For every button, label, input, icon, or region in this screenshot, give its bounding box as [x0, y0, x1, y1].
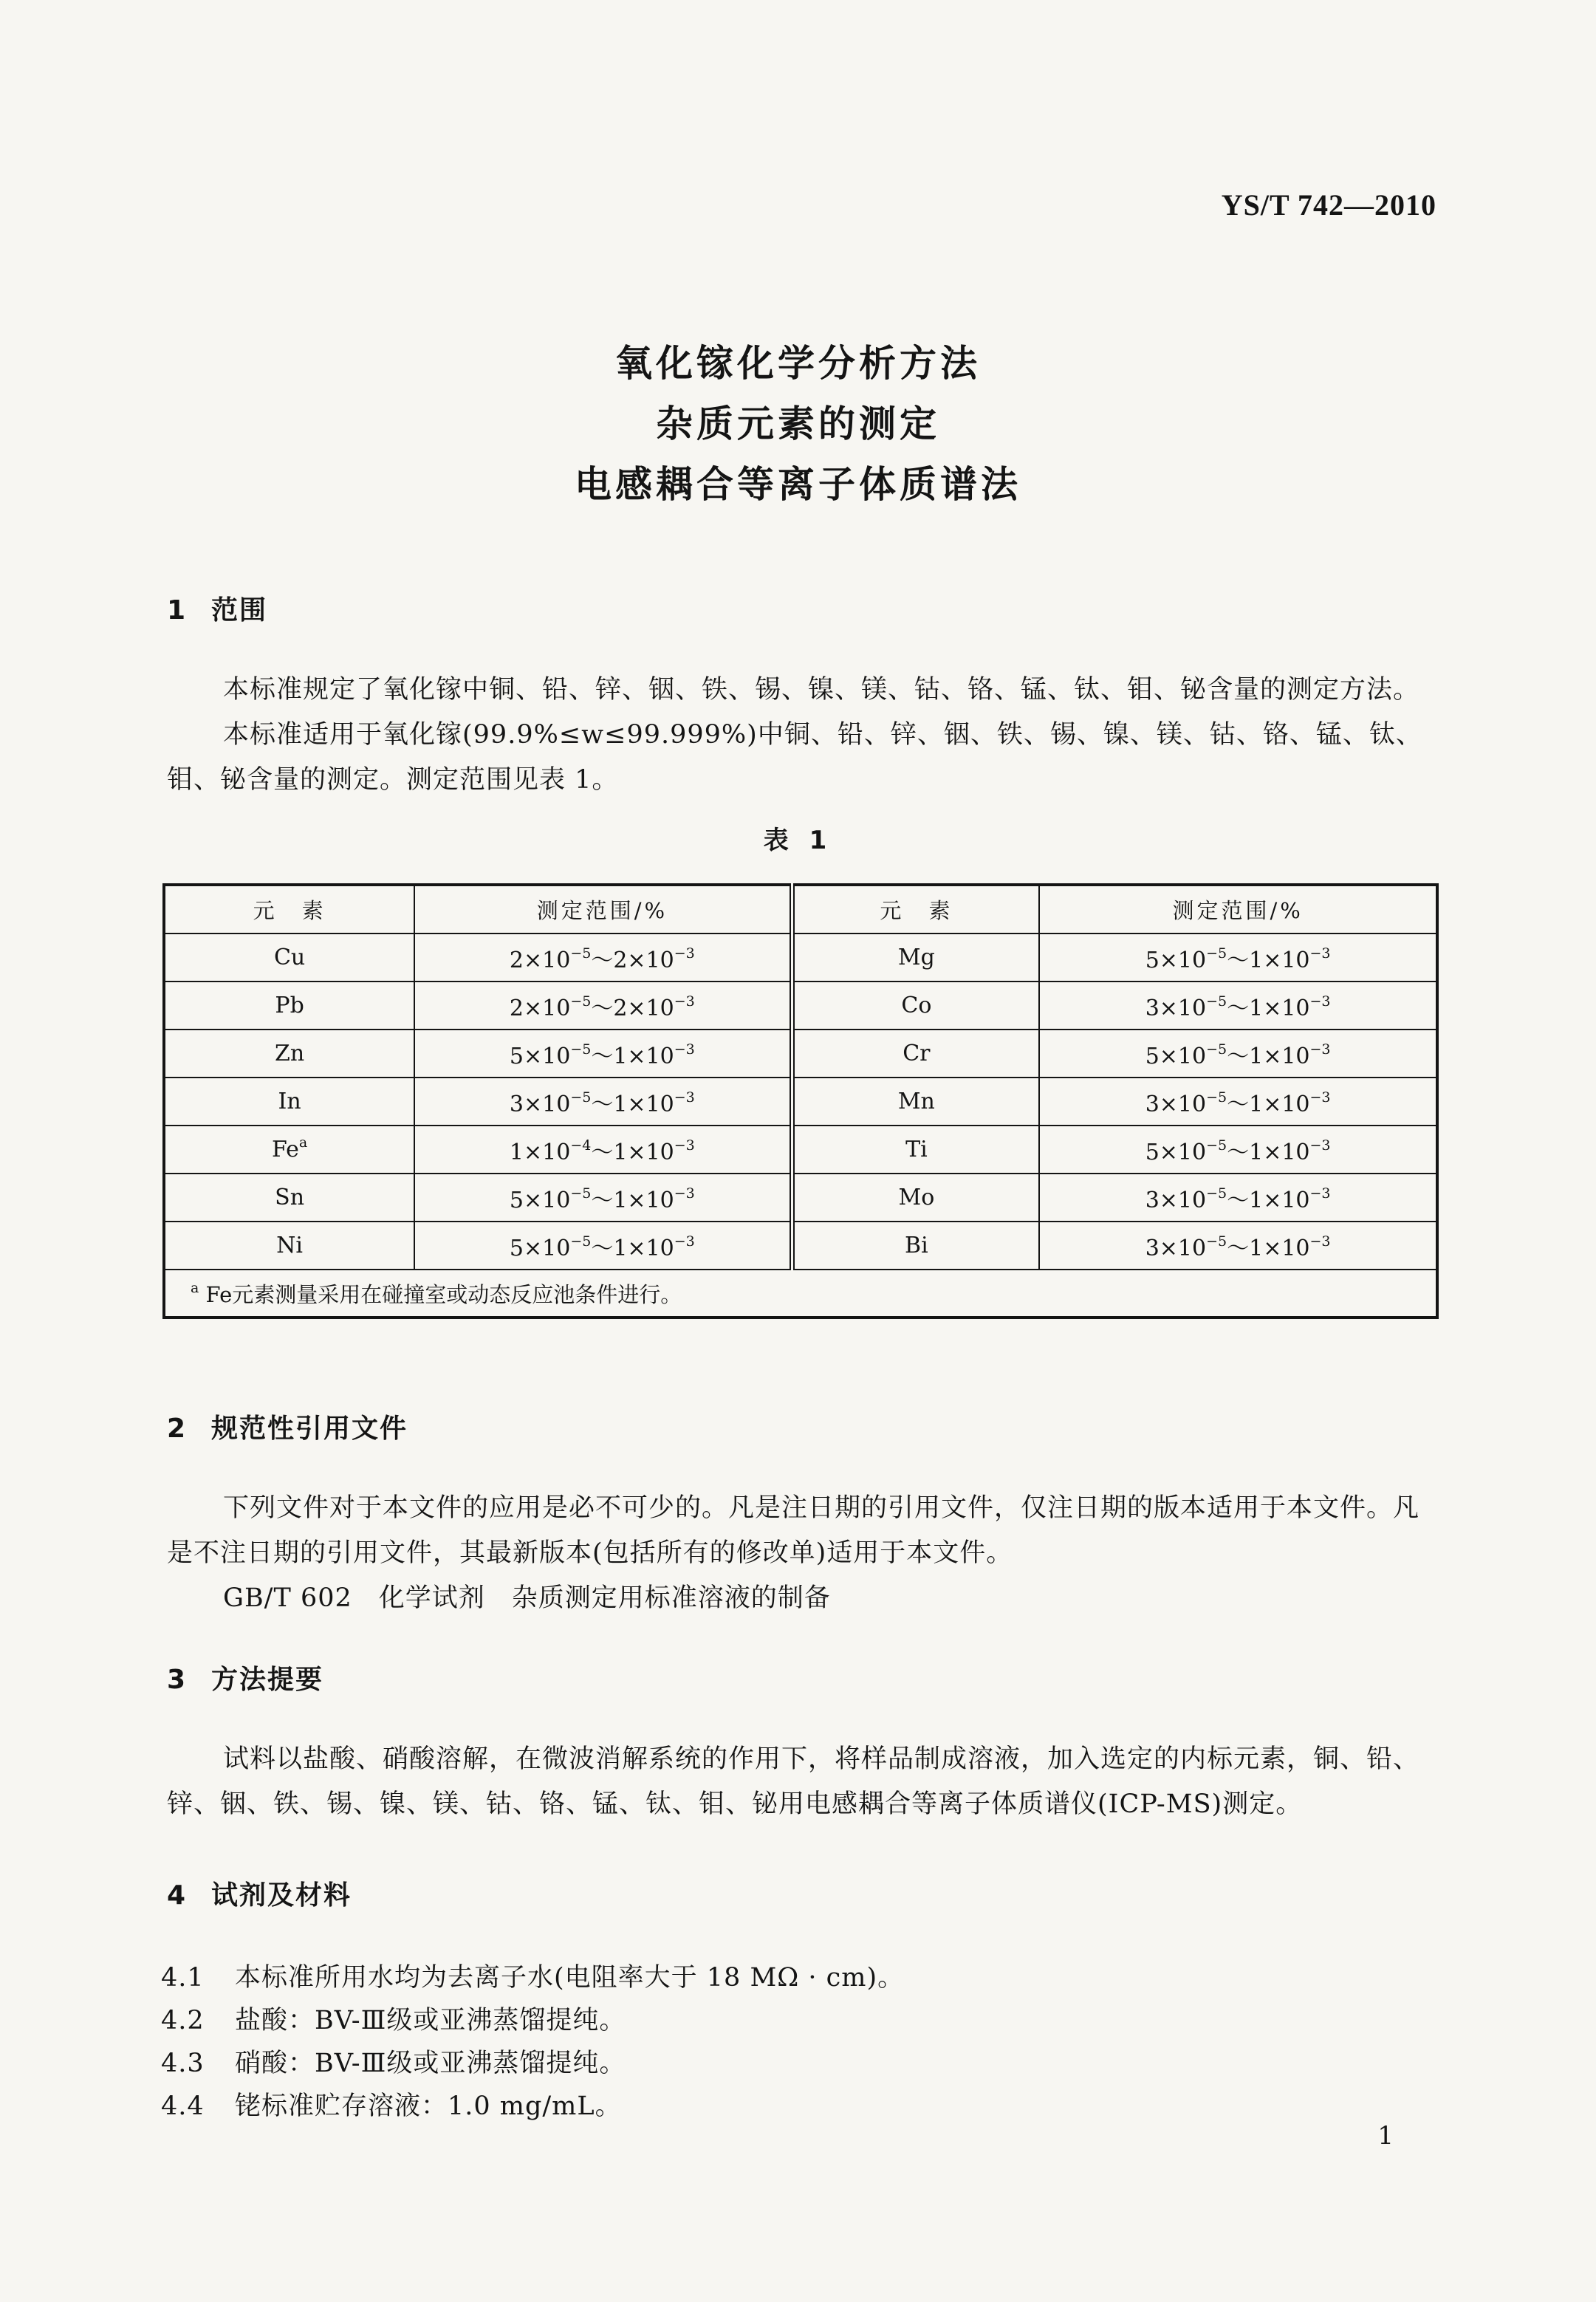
list-item: 4.2 盐酸：BV-Ⅲ级或亚沸蒸馏提纯。 [161, 2006, 626, 2035]
element-cell: Ti [792, 1126, 1039, 1174]
list-item: 4.1 本标准所用水均为去离子水(电阻率大于 18 MΩ · cm)。 [161, 1963, 905, 1993]
footnote-mark: a [191, 1279, 199, 1296]
range-cell: $3\times 10^{-5}\sim 1\times 10^{-3}$ [414, 1078, 792, 1126]
section-1-heading [167, 589, 267, 627]
section-3-paragraph: 试料以盐酸、硝酸溶解，在微波消解系统的作用下，将样品制成溶液，加入选定的内标元素，铜、铅、锌、铟、铁、锡、镍、镁、钴、铬、锰、钛、钼、铋用电感耦合等离子体质谱仪(ICP-MS)测定。 [167, 1744, 1420, 1819]
section-title: 规范性引用文件 [211, 1414, 408, 1444]
element-cell: Fe$^a$ [164, 1126, 414, 1174]
range-cell: $5\times 10^{-5}\sim 1\times 10^{-3}$ [1039, 934, 1437, 982]
range-cell: $5\times 10^{-5}\sim 1\times 10^{-3}$ [1039, 1126, 1437, 1174]
table-caption: 表 1 [763, 826, 833, 855]
measurement-range-table [162, 883, 1439, 1319]
range-cell: $3\times 10^{-5}\sim 1\times 10^{-3}$ [1039, 1078, 1437, 1126]
normative-reference: GB/T 602 化学试剂 杂质测定用标准溶液的制备 [223, 1583, 831, 1613]
document-code: YS/T 742—2010 [1221, 188, 1436, 222]
table-row [164, 1174, 1437, 1222]
table-header-row [164, 885, 1437, 934]
section-2-paragraph: 下列文件对于本文件的应用是必不可少的。凡是注日期的引用文件，仅注日期的版本适用于本文件。凡是不注日期的引用文件，其最新版本(包括所有的修改单)适用于本文件。 [167, 1493, 1420, 1568]
title-line-1: 氧化镓化学分析方法 [615, 342, 981, 385]
range-cell: $5\times 10^{-5}\sim 1\times 10^{-3}$ [414, 1030, 792, 1078]
section-number: 2 [167, 1414, 188, 1444]
range-cell: $1\times 10^{-4}\sim 1\times 10^{-3}$ [414, 1126, 792, 1174]
header-element: 元 素 [792, 885, 1039, 934]
section-2-heading [167, 1408, 408, 1445]
range-cell: $3\times 10^{-5}\sim 1\times 10^{-3}$ [1039, 982, 1437, 1030]
table-row [164, 982, 1437, 1030]
element-cell: Mo [792, 1174, 1039, 1222]
table-row [164, 1222, 1437, 1270]
header-range: 测定范围/% [1039, 885, 1437, 934]
table-row [164, 1126, 1437, 1174]
table-footnote-row [164, 1270, 1437, 1318]
range-cell: $5\times 10^{-5}\sim 1\times 10^{-3}$ [414, 1222, 792, 1270]
element-cell: In [164, 1078, 414, 1126]
section-1-paragraph-2: 本标准适用于氧化镓(99.9%≤w≤99.999%)中铜、铅、锌、铟、铁、锡、镍、镁、钴、铬、锰、钛、钼、铋含量的测定。测定范围见表 1。 [167, 720, 1422, 795]
header-range: 测定范围/% [414, 885, 792, 934]
section-number: 3 [167, 1665, 188, 1695]
element-cell: Mn [792, 1078, 1039, 1126]
element-cell: Cu [164, 934, 414, 982]
section-4-heading [167, 1874, 352, 1912]
table-row [164, 934, 1437, 982]
range-cell: $2\times 10^{-5}\sim 2\times 10^{-3}$ [414, 982, 792, 1030]
section-title: 试剂及材料 [211, 1880, 352, 1911]
element-cell: Cr [792, 1030, 1039, 1078]
element-cell: Sn [164, 1174, 414, 1222]
table-footnote: $^a$ Fe元素测量采用在碰撞室或动态反应池条件进行。 [164, 1270, 1437, 1318]
title-line-2: 杂质元素的测定 [656, 402, 940, 445]
header-element: 元 素 [164, 885, 414, 934]
range-cell: $5\times 10^{-5}\sim 1\times 10^{-3}$ [1039, 1030, 1437, 1078]
range-cell: $2\times 10^{-5}\sim 2\times 10^{-3}$ [414, 934, 792, 982]
section-1-paragraph-1: 本标准规定了氧化镓中铜、铅、锌、铟、铁、锡、镍、镁、钴、铬、锰、钛、钼、铋含量的测定方法。 [223, 675, 1420, 705]
section-title: 范围 [211, 595, 268, 626]
table-row [164, 1030, 1437, 1078]
footnote-mark: a [298, 1134, 308, 1151]
page-number: 1 [1377, 2121, 1394, 2151]
section-3-heading [167, 1659, 323, 1696]
range-cell: $5\times 10^{-5}\sim 1\times 10^{-3}$ [414, 1174, 792, 1222]
section-title: 方法提要 [211, 1665, 324, 1695]
range-cell: $3\times 10^{-5}\sim 1\times 10^{-3}$ [1039, 1174, 1437, 1222]
table-row [164, 1078, 1437, 1126]
element-cell: Co [792, 982, 1039, 1030]
range-cell: $3\times 10^{-5}\sim 1\times 10^{-3}$ [1039, 1222, 1437, 1270]
element-cell: Pb [164, 982, 414, 1030]
list-item: 4.3 硝酸：BV-Ⅲ级或亚沸蒸馏提纯。 [161, 2049, 626, 2078]
section-number: 1 [167, 595, 188, 626]
element-cell: Bi [792, 1222, 1039, 1270]
title-line-3: 电感耦合等离子体质谱法 [575, 463, 1021, 506]
section-number: 4 [167, 1880, 188, 1911]
element-cell: Zn [164, 1030, 414, 1078]
element-cell: Mg [792, 934, 1039, 982]
list-item: 4.4 铑标准贮存溶液：1.0 mg/mL。 [161, 2092, 622, 2121]
element-cell: Ni [164, 1222, 414, 1270]
